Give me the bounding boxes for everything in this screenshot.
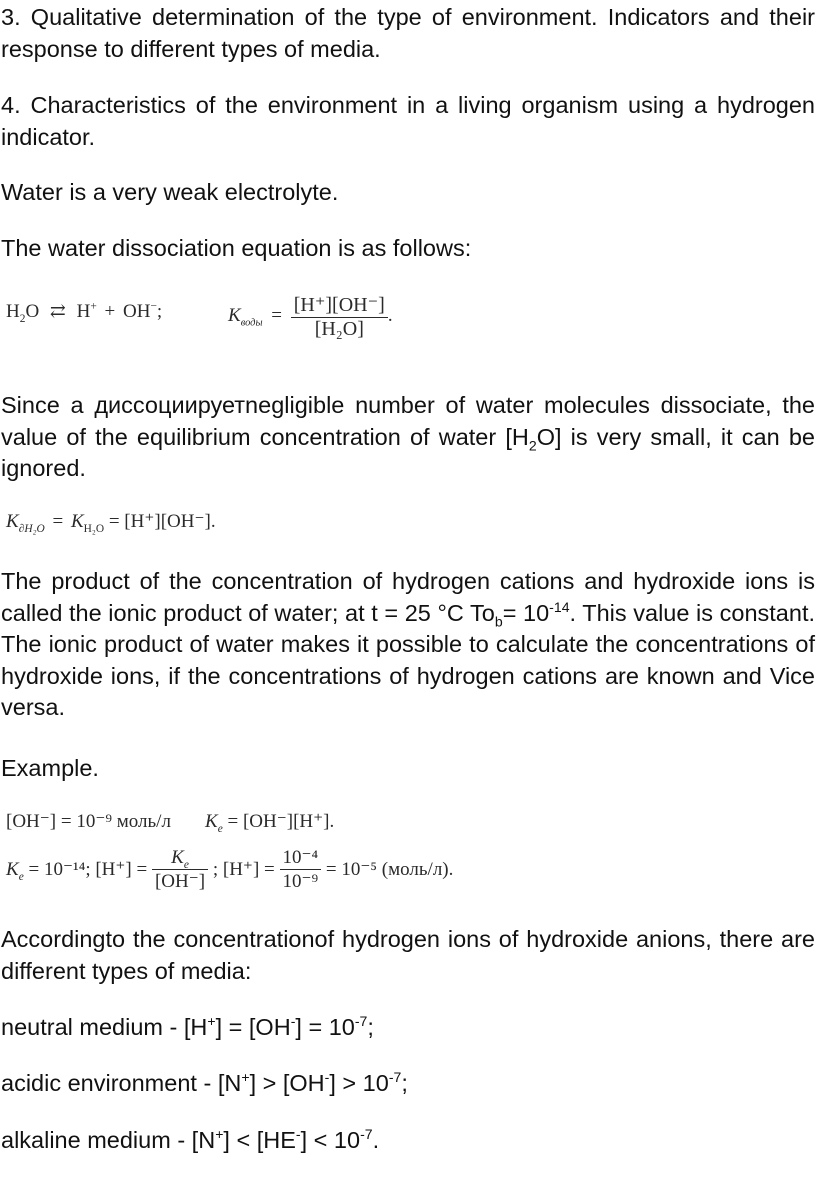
- paragraph-text: O] is very small, it can be ignored.: [1, 423, 815, 481]
- paragraph-ionic-product-description: [1, 566, 815, 724]
- formula-symbol: K: [205, 811, 218, 832]
- paragraph-media-types-intro: [1, 924, 815, 987]
- fraction-numerator: [152, 847, 208, 869]
- formula-punct: .: [387, 304, 393, 326]
- formula-symbol: K: [171, 846, 184, 868]
- paragraph-text: ;: [367, 1014, 374, 1040]
- paragraph-superscript: +: [241, 1069, 250, 1086]
- formula-symbol: OH: [122, 301, 151, 322]
- formula-symbol: K: [70, 511, 84, 532]
- paragraph-neutral-medium: [1, 1012, 815, 1044]
- formula-subscript: воды: [240, 317, 263, 329]
- formula-symbol: K: [6, 511, 19, 532]
- fraction-numerator: 10⁻⁴: [282, 847, 319, 868]
- fraction-denominator: [H₂O]: [291, 317, 388, 341]
- formula-expression: = [OH⁻][H⁺].: [227, 811, 335, 832]
- formula-equilibrium-constant: [228, 292, 393, 341]
- paragraph-text: alkaline medium - [N: [1, 1127, 216, 1153]
- paragraph-text: ] > 10: [329, 1070, 389, 1096]
- paragraph-text: 3. Qualitative determination of the type of environment. Indicators and their response to different types of media.: [1, 4, 815, 62]
- formula-ionic-product: [6, 510, 216, 533]
- formula-expression: = [H⁺][OH⁻].: [108, 511, 216, 532]
- paragraph-subscript: 2: [528, 437, 537, 454]
- formula-example-line1: [6, 810, 171, 833]
- paragraph-text: neutral medium - [H: [1, 1014, 208, 1040]
- formula-subscript: 2: [19, 312, 26, 325]
- formula-operator: +: [104, 301, 116, 322]
- formula-subscript: ∂H₂O: [18, 522, 45, 535]
- formula-punct: ;: [156, 301, 163, 322]
- paragraph-text: ] = [OH: [215, 1014, 291, 1040]
- paragraph-text: The product of the concentration of hydrogen cations and hydroxide ions is called the ionic product of water; at t = 25 °C To: [1, 568, 815, 626]
- formula-example-line2: [6, 846, 453, 893]
- formula-expression: = 10⁻¹⁴; [H⁺] =: [28, 859, 148, 880]
- paragraph-text: ] < 10: [300, 1127, 361, 1153]
- formula-expression: ; [H⁺] =: [212, 859, 275, 880]
- paragraph-alkaline-medium: [1, 1125, 815, 1157]
- fraction-denominator: 10⁻⁹: [280, 869, 322, 893]
- paragraph-text: 4. Characteristics of the environment in a living organism using a hydrogen indicator.: [1, 92, 815, 150]
- paragraph-superscript: -7: [360, 1126, 373, 1143]
- paragraph-text: = 10: [502, 599, 550, 626]
- formula-subscript: e: [217, 822, 223, 835]
- paragraph-text: . This value is constant. The ionic product of water makes it possible to calculate the concentrations of hydroxide ions, if the concentrations of hydrogen cations are known and Vice versa.: [1, 599, 815, 720]
- paragraph-text: acidic environment - [N: [1, 1070, 242, 1096]
- paragraph-text: ] < [HE: [223, 1127, 296, 1153]
- paragraph-superscript: -7: [354, 1013, 368, 1030]
- formula-superscript: +: [90, 300, 97, 313]
- paragraph-text: ;: [401, 1070, 408, 1096]
- fraction-denominator: [OH⁻]: [152, 869, 208, 893]
- equilibrium-arrow: ⇄: [49, 301, 66, 322]
- paragraph-text: The water dissociation equation is as follows:: [1, 235, 472, 261]
- formula-expression: = 10⁻⁵ (моль/л).: [325, 859, 454, 880]
- formula-symbol: O: [25, 301, 40, 322]
- paragraph-text: Example.: [1, 755, 99, 781]
- formula-fraction: [291, 292, 388, 341]
- formula-operator: =: [271, 304, 282, 326]
- paragraph-superscript: -: [295, 1126, 301, 1143]
- paragraph-superscript: +: [215, 1126, 224, 1143]
- formula-expression: [OH⁻] = 10⁻⁹ моль/л: [6, 811, 171, 832]
- paragraph-subscript: b: [494, 613, 503, 630]
- paragraph-text: .: [372, 1127, 380, 1153]
- paragraph-characteristics: [1, 90, 815, 153]
- formula-symbol: H: [6, 301, 20, 322]
- paragraph-qualitative-determination: [1, 2, 815, 65]
- formula-dissociation-equation: [6, 300, 162, 323]
- paragraph-superscript: -: [290, 1013, 296, 1030]
- paragraph-text: Accordingto the concentrationof hydrogen ions of hydroxide anions, there are different types of media:: [1, 926, 815, 984]
- paragraph-text: ] = 10: [295, 1014, 355, 1040]
- paragraph-dissociation-intro: [1, 233, 815, 265]
- paragraph-superscript: +: [207, 1013, 216, 1030]
- paragraph-superscript: -14: [549, 598, 570, 615]
- formula-symbol: K: [6, 859, 19, 880]
- paragraph-text: Since a диссоциируетnegligible number of water molecules dissociate, the value of the equilibrium concentration of water [H: [1, 392, 815, 450]
- formula-symbol: H: [76, 301, 91, 322]
- formula-fraction: [280, 846, 322, 893]
- paragraph-negligible-dissociation: [1, 390, 815, 485]
- paragraph-superscript: -: [324, 1069, 330, 1086]
- paragraph-acidic-environment: [1, 1068, 815, 1100]
- formula-subscript: e: [183, 858, 189, 871]
- paragraph-superscript: -7: [388, 1069, 402, 1086]
- paragraph-example-label: [1, 753, 815, 785]
- formula-example-line1-constant: [205, 810, 334, 833]
- formula-superscript: −: [150, 300, 157, 313]
- formula-subscript: e: [18, 870, 24, 883]
- formula-fraction: [152, 847, 208, 893]
- fraction-numerator: [H⁺][OH⁻]: [293, 294, 385, 316]
- formula-operator: =: [52, 511, 64, 532]
- paragraph-text: ] > [OH: [249, 1070, 325, 1096]
- formula-subscript: H₂O: [83, 522, 105, 535]
- formula-symbol: K: [228, 304, 241, 326]
- paragraph-text: Water is a very weak electrolyte.: [1, 179, 339, 205]
- paragraph-weak-electrolyte: [1, 177, 815, 209]
